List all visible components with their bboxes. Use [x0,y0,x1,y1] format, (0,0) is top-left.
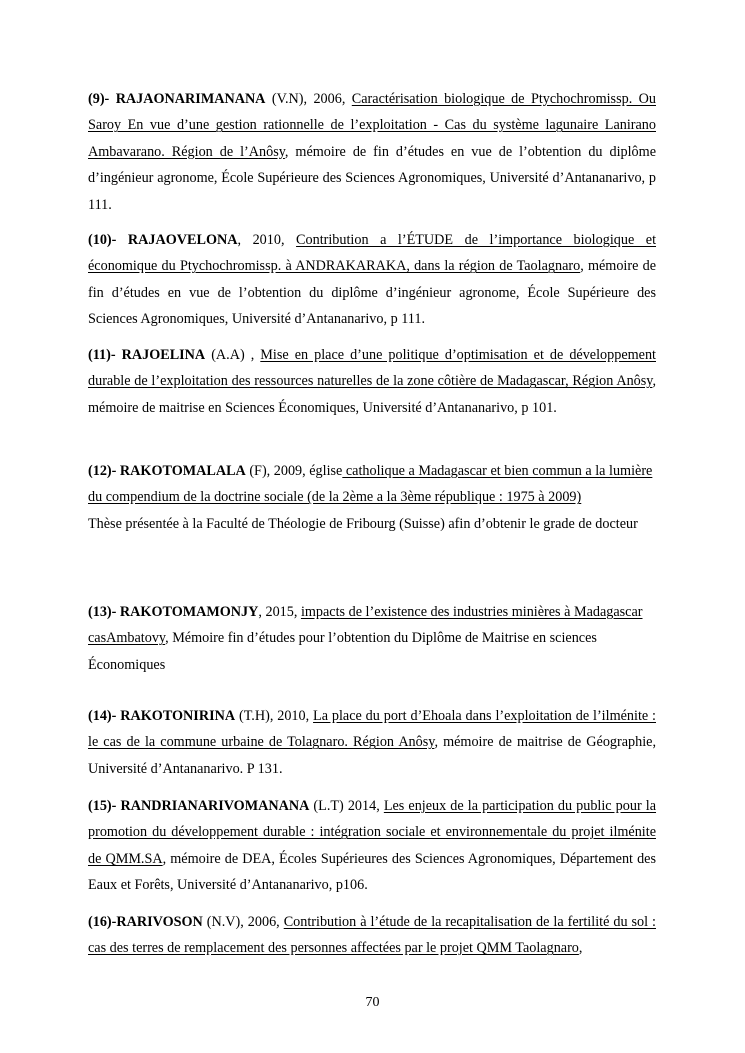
reference-details: , mémoire de DEA, Écoles Supérieures des Sciences Agronomiques, Département des Eaux et Forêts, Université d’Antananarivo, p106. [88,850,656,894]
reference-number: (14)- [88,708,117,724]
reference-author: RAJAONARIMANANA [115,91,266,107]
reference-14 [88,703,656,782]
reference-details: Thèse présentée à la Faculté de Théologie de Fribourg (Suisse) afin d’obtenir le grade de docteur [88,515,638,532]
reference-details: , mémoire de maitrise en Sciences Économiques, Université d’Antananarivo, p 101. [88,373,656,416]
reference-number: (10)- [88,232,117,248]
reference-number: (11)- [88,347,116,363]
reference-number: (13)- [88,604,117,620]
reference-title: Mise en place d’une politique d’optimisation et de développement durable de l’exploitation des ressources naturelles de la zone côtière de Madagascar, Région Anôsy [88,347,656,390]
reference-author: RAKOTONIRINA [120,708,236,724]
reference-meta: (T.H), 2010, [235,708,314,724]
reference-10 [88,227,656,333]
reference-meta: (L.T) 2014, [309,798,384,814]
reference-meta: , 2010, [237,232,297,248]
reference-author: RANDRIANARIVOMANANA [120,798,310,814]
reference-title: catholique a Madagascar et bien commun a la lumière du compendium de la doctrine sociale [88,463,653,506]
reference-16 [88,909,656,962]
reference-meta: , 2015, [258,604,301,620]
reference-13 [88,599,656,678]
reference-number: (16)- [88,914,117,930]
reference-15 [88,793,656,899]
reference-title: Contribution a l’ÉTUDE de l’importance biologique et économique du Ptychochromissp. à ANDRAKARAKA, dans la région de Taolagnaro [88,232,657,275]
reference-9 [88,86,656,218]
reference-title: Les enjeux de la participation du public pour la promotion du développement durable : intégration sociale et environnementale du projet ilménite de QMM.SA [88,798,657,867]
reference-details: , mémoire de maitrise de Géographie, Université d’Antananarivo. P 131. [88,734,656,777]
reference-11 [88,342,656,421]
page-number: 70 [365,995,380,1010]
reference-title-period: (de la 2ème a la 3ème république : 1975 à 2009) [307,489,582,506]
reference-details: , Mémoire fin d’études pour l’obtention du Diplôme de Maitrise en sciences Économiques [88,630,597,673]
reference-meta: (N.V), 2006, [202,914,284,930]
reference-author: RAJOELINA [121,347,206,363]
reference-author: RARIVOSON [116,914,203,930]
reference-author: RAKOTOMALALA [119,463,246,479]
reference-meta: (F), 2009, église [245,463,343,479]
reference-number: (15)- [88,798,117,814]
reference-title: La place du port d’Ehoala dans l’exploitation de l’ilménite : le cas de la commune urbaine de Tolagnaro. Région Anôsy [88,708,656,751]
reference-12 [88,458,656,537]
reference-title: Caractérisation biologique de Ptychochromissp. Ou Saroy En vue d’une gestion rationnelle de l’exploitation - Cas du système lagunaire Lanirano Ambavarano. Région de l’Anôsy [88,91,656,160]
reference-number: (12)- [88,463,117,479]
reference-author: RAJAOVELONA [127,232,238,248]
reference-details: , mémoire de fin d’études en vue de l’obtention du diplôme d’ingénieur agronome, École Supérieure des Sciences Agronomiques, Université d’Antananarivo, p 111. [88,143,656,213]
reference-meta: (A.A) , [205,347,261,363]
reference-author: RAKOTOMAMONJY [119,604,259,620]
reference-meta: (V.N), 2006, [265,91,352,107]
reference-number: (9)- [88,91,110,107]
reference-title: impacts de l’existence des industries minières à Madagascar casAmbatovy [88,604,643,647]
reference-details: , mémoire de fin d’études en vue de l’obtention du diplôme d’ingénieur agronome, École Supérieure des Sciences Agronomiques, Université d’Antananarivo, p 111. [88,258,657,328]
reference-details: , [578,940,583,957]
reference-title: Contribution à l’étude de la recapitalisation de la fertilité du sol : cas des terres de remplacement des personnes affectées par le projet QMM Taolagnaro [88,914,656,957]
